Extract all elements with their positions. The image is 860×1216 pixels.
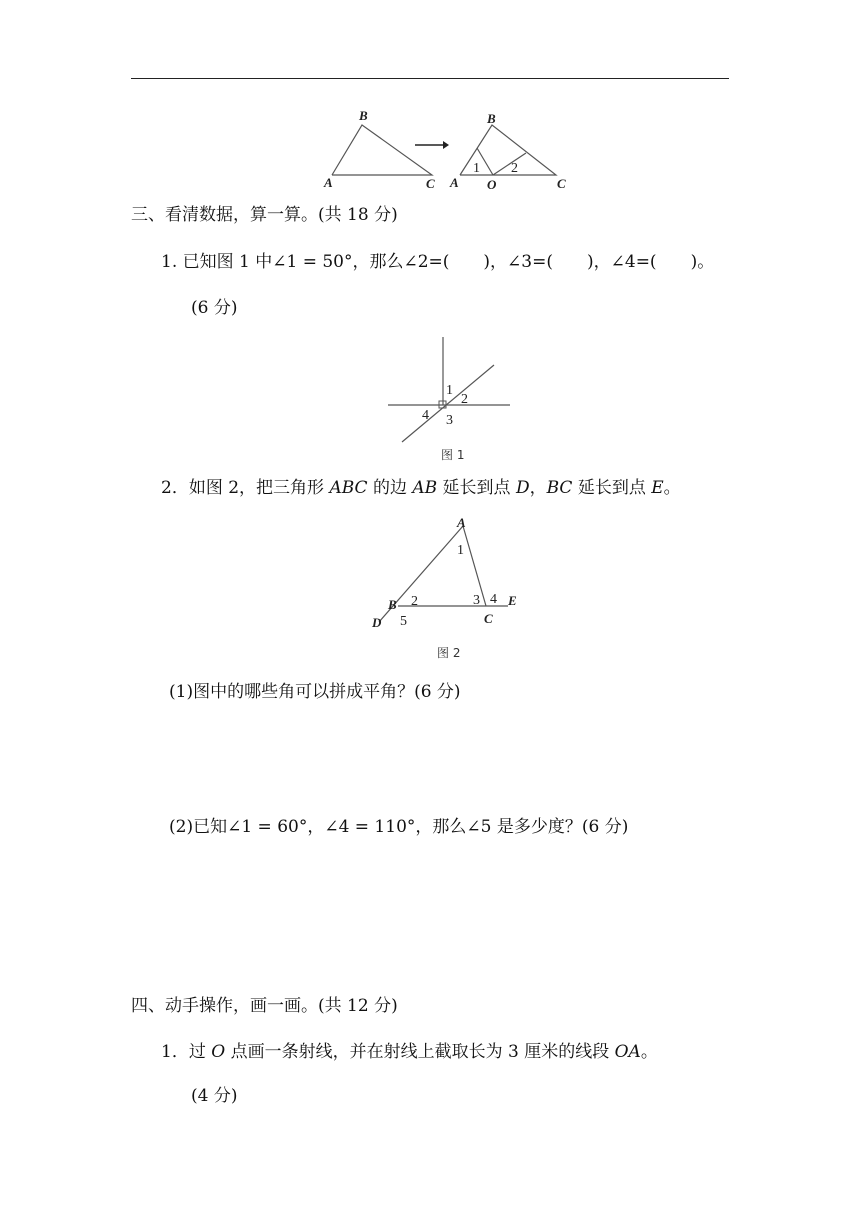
- q2-text: 2．如图 2，把三角形 ABC 的边 AB 延长到点 D，BC 延长到点 E。: [161, 478, 681, 498]
- label-b: B: [388, 597, 397, 612]
- label-b: B: [359, 108, 368, 123]
- label-b: B: [487, 111, 496, 126]
- s4-q1-text: 1．过 O 点画一条射线，并在射线上截取长为 3 厘米的线段 OA。: [161, 1042, 658, 1062]
- section3-heading: 三、看清数据，算一算。(共 18 分): [131, 205, 398, 225]
- angle-1-label: 1: [457, 543, 464, 558]
- q2-sub1: (1)图中的哪些角可以拼成平角？(6 分): [169, 682, 461, 702]
- angle-2-label: 2: [511, 161, 518, 176]
- angle-3-label: 3: [473, 593, 480, 608]
- figure-1: [380, 335, 520, 465]
- label-e: E: [508, 593, 517, 608]
- section4-heading: 四、动手操作，画一画。(共 12 分): [131, 996, 398, 1016]
- left-triangle: [323, 108, 435, 191]
- label-a: A: [457, 515, 466, 530]
- q2-sub2: (2)已知∠1 = 60°，∠4 = 110°，那么∠5 是多少度？(6 分): [169, 817, 629, 837]
- label-c: C: [557, 176, 566, 191]
- right-triangle: [449, 111, 566, 192]
- figure-2: [365, 512, 535, 664]
- header-rule: [131, 78, 729, 79]
- angle-4-label: 4: [490, 592, 497, 607]
- arrow-right-icon: [415, 141, 449, 149]
- angle-1-label: 1: [473, 161, 480, 176]
- label-o: O: [487, 177, 497, 192]
- angle-1-label: 1: [446, 383, 453, 398]
- triangle-fold-figure: [315, 105, 575, 195]
- s4-q1-score: (4 分): [191, 1086, 238, 1106]
- q1-score: (6 分): [191, 298, 238, 318]
- label-d: D: [372, 615, 382, 630]
- label-c: C: [426, 176, 435, 191]
- q1-text: 1. 已知图 1 中∠1 = 50°，那么∠2=( )，∠3=( )，∠4=( )。: [161, 252, 715, 272]
- label-c: C: [484, 611, 493, 626]
- angle-3-label: 3: [446, 413, 453, 428]
- angle-2-label: 2: [411, 594, 418, 609]
- angle-5-label: 5: [400, 614, 407, 629]
- figure-1-caption: 图 1: [441, 448, 465, 462]
- angle-2-label: 2: [461, 392, 468, 407]
- angle-4-label: 4: [422, 408, 429, 423]
- label-a: A: [324, 175, 333, 190]
- figure-2-caption: 图 2: [437, 646, 461, 660]
- label-a: A: [450, 175, 459, 190]
